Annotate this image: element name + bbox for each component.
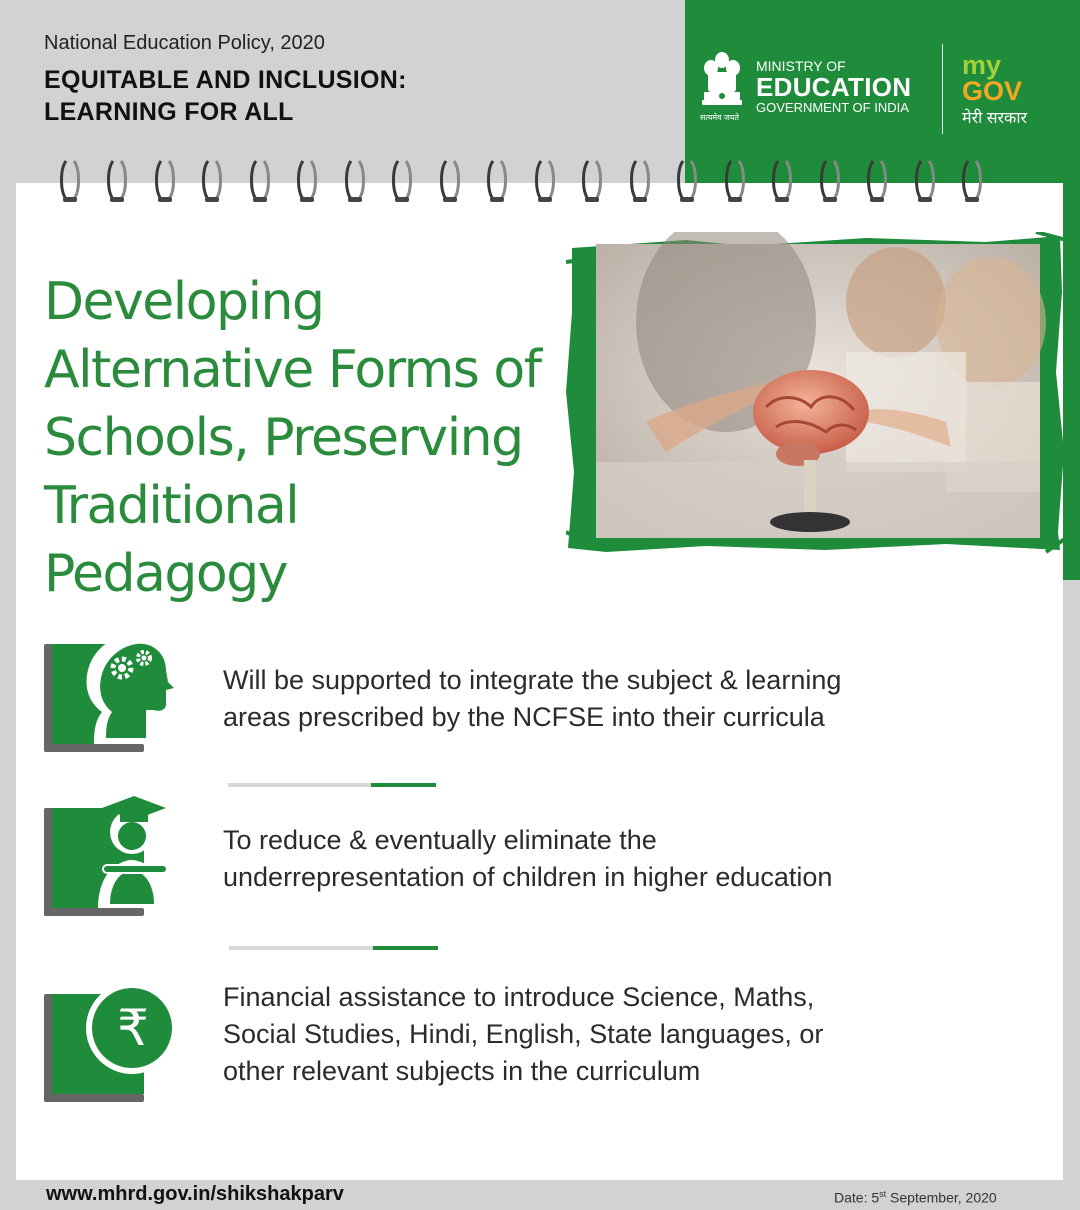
mygov-my: my xyxy=(962,50,1002,80)
brain-model-photo xyxy=(566,232,1066,554)
rupee-symbol: ₹ xyxy=(117,999,149,1057)
date-prefix: Date: 5 xyxy=(834,1189,880,1206)
item-1-line-1: Will be supported to integrate the subject & learning xyxy=(223,665,842,695)
title-line-5: Pedagogy xyxy=(44,544,287,604)
graduate-icon xyxy=(44,794,174,920)
emblem-caption: सत्यमेव जयते xyxy=(700,113,739,122)
mygov-logo xyxy=(962,52,1027,132)
spiral-binding-icon xyxy=(60,157,990,203)
title-line-4: Traditional xyxy=(44,476,299,536)
ministry-line-1: MINISTRY OF xyxy=(756,58,846,74)
item-3-line-1: Financial assistance to introduce Science, Maths, xyxy=(223,982,815,1012)
mygov-hindi: मेरी सरकार xyxy=(962,110,1028,127)
head-gears-icon xyxy=(44,628,174,754)
separator-1-green xyxy=(371,783,436,787)
item-3-line-3: other relevant subjects in the curriculum xyxy=(223,1056,701,1086)
date-suffix: September, 2020 xyxy=(886,1189,997,1206)
item-3-line-2: Social Studies, Hindi, English, State languages, or xyxy=(223,1019,824,1049)
item-2-line-1: To reduce & eventually eliminate the xyxy=(223,825,657,855)
national-emblem-icon xyxy=(700,50,744,112)
title-line-3: Schools, Preserving xyxy=(44,408,523,468)
item-1-line-2: areas prescribed by the NCFSE into their curricula xyxy=(223,702,825,732)
ministry-line-3: GOVERNMENT OF INDIA xyxy=(756,100,909,115)
logo-divider xyxy=(942,44,943,134)
mygov-gov: GOV xyxy=(962,76,1023,106)
item-2-text xyxy=(223,822,1023,896)
footer-date xyxy=(834,1182,997,1210)
item-2-line-2: underrepresentation of children in higher education xyxy=(223,862,833,892)
item-1-text xyxy=(223,662,1023,736)
page-headline xyxy=(44,64,407,128)
headline-line-1: EQUITABLE AND INCLUSION: xyxy=(44,66,407,94)
separator-1-gray xyxy=(228,783,371,787)
ministry-line-2: EDUCATION xyxy=(756,72,912,102)
policy-eyebrow: National Education Policy, 2020 xyxy=(44,32,325,54)
separator-2-green xyxy=(373,946,438,950)
date-sup: st xyxy=(879,1189,887,1199)
footer-url-link[interactable]: www.mhrd.gov.in/shikshakparv xyxy=(46,1183,344,1205)
separator-2-gray xyxy=(229,946,373,950)
headline-line-2: LEARNING FOR ALL xyxy=(44,98,294,126)
main-title xyxy=(44,268,584,608)
item-3-text xyxy=(223,979,1023,1090)
title-line-1: Developing xyxy=(44,272,324,332)
title-line-2: Alternative Forms of xyxy=(44,340,541,400)
ministry-logo-text xyxy=(756,58,911,116)
